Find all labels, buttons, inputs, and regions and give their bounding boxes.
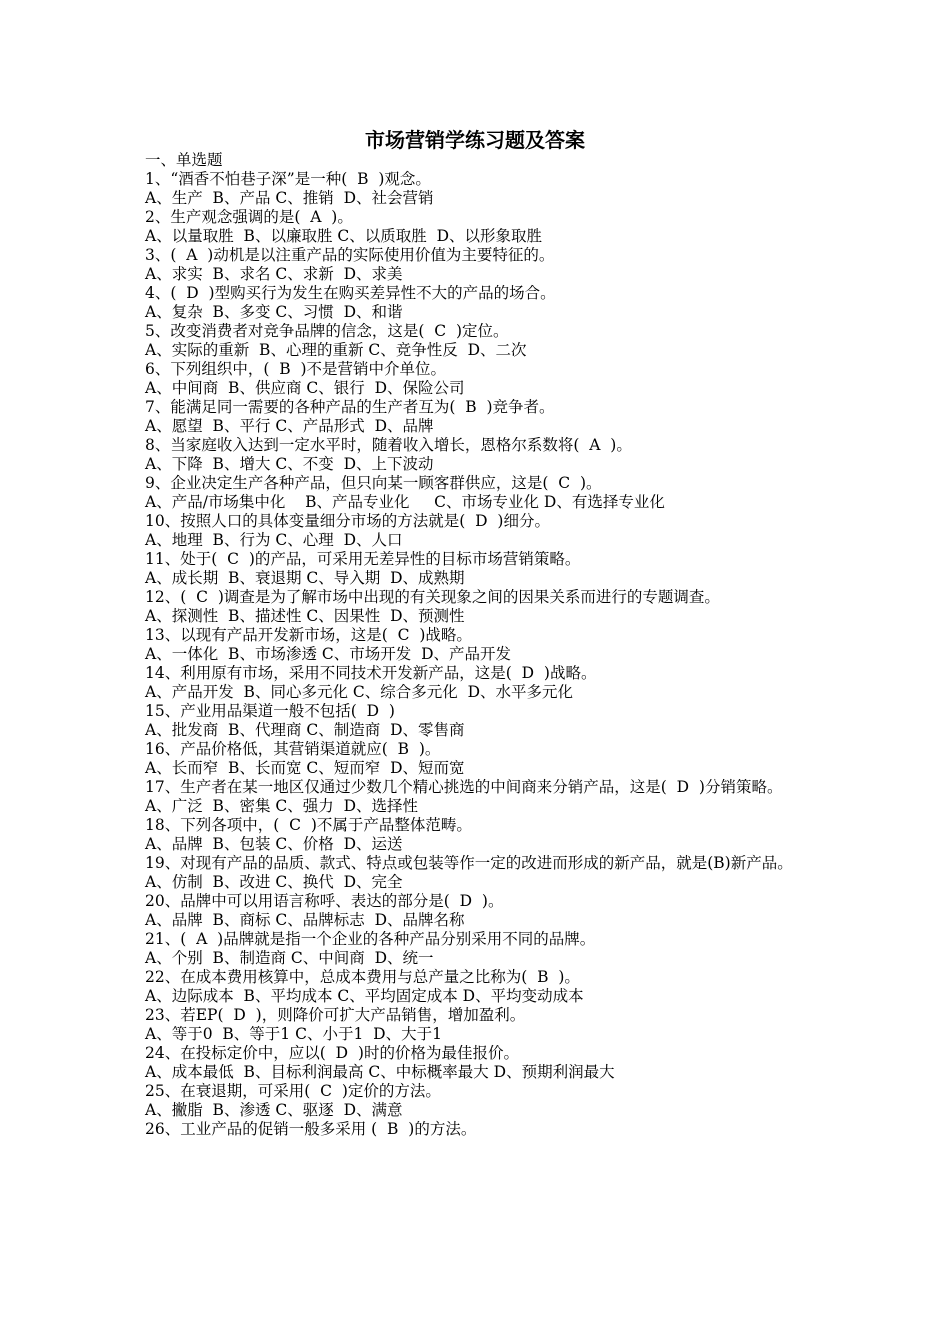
text-line: A、地理 B、行为 C、心理 D、人口 bbox=[145, 531, 403, 549]
text-line: A、愿望 B、平行 C、产品形式 D、品牌 bbox=[145, 417, 434, 435]
text-line: 18、下列各项中，( C )不属于产品整体范畴。 bbox=[145, 816, 472, 834]
text-line: 23、若EP( D )，则降价可扩大产品销售，增加盈利。 bbox=[145, 1006, 526, 1024]
text-line: A、仿制 B、改进 C、换代 D、完全 bbox=[145, 873, 403, 891]
text-line: A、广泛 B、密集 C、强力 D、选择性 bbox=[145, 797, 419, 815]
text-line: 6、下列组织中，( B )不是营销中介单位。 bbox=[145, 360, 447, 378]
text-line: 4、( D )型购买行为发生在购买差异性不大的产品的场合。 bbox=[145, 284, 556, 302]
text-line: 25、在衰退期，可采用( C )定价的方法。 bbox=[145, 1082, 441, 1100]
text-line: A、以量取胜 B、以廉取胜 C、以质取胜 D、以形象取胜 bbox=[145, 227, 543, 245]
text-line: A、求实 B、求名 C、求新 D、求美 bbox=[145, 265, 403, 283]
text-line: 10、按照人口的具体变量细分市场的方法就是( D )细分。 bbox=[145, 512, 550, 530]
text-line: A、一体化 B、市场渗透 C、市场开发 D、产品开发 bbox=[145, 645, 512, 663]
text-line: A、成本最低 B、目标利润最高 C、中标概率最大 D、预期利润最大 bbox=[145, 1063, 615, 1081]
text-line: 15、产业用品渠道一般不包括( D ) bbox=[145, 702, 395, 720]
text-line: 24、在投标定价中，应以( D )时的价格为最佳报价。 bbox=[145, 1044, 519, 1062]
text-line: A、产品开发 B、同心多元化 C、综合多元化 D、水平多元化 bbox=[145, 683, 574, 701]
text-line: 2、生产观念强调的是( A )。 bbox=[145, 208, 353, 226]
text-line: A、品牌 B、商标 C、品牌标志 D、品牌名称 bbox=[145, 911, 465, 929]
text-line: 26、工业产品的促销一般多采用 ( B )的方法。 bbox=[145, 1120, 477, 1138]
text-line: 9、企业决定生产各种产品，但只向某一顾客群供应，这是( C )。 bbox=[145, 474, 602, 492]
text-line: 一、单选题 bbox=[145, 151, 223, 169]
text-line: A、实际的重新 B、心理的重新 C、竞争性反 D、二次 bbox=[145, 341, 527, 359]
text-line: A、个别 B、制造商 C、中间商 D、统一 bbox=[145, 949, 434, 967]
text-line: 14、利用原有市场，采用不同技术开发新产品，这是( D )战略。 bbox=[145, 664, 597, 682]
text-line: 16、产品价格低，其营销渠道就应( B )。 bbox=[145, 740, 441, 758]
text-line: 19、对现有产品的品质、款式、特点或包装等作一定的改进而形成的新产品，就是(B)新产品。 bbox=[145, 854, 793, 872]
question-list bbox=[145, 151, 813, 1139]
text-line: A、等于0 B、等于1 C、小于1 D、大于1 bbox=[145, 1025, 442, 1043]
text-line: 5、改变消费者对竞争品牌的信念，这是( C )定位。 bbox=[145, 322, 509, 340]
text-line: 22、在成本费用核算中，总成本费用与总产量之比称为( B )。 bbox=[145, 968, 580, 986]
text-line: 12、( C )调查是为了解市场中出现的有关现象之间的因果关系而进行的专题调查。 bbox=[145, 588, 720, 606]
text-line: 17、生产者在某一地区仅通过少数几个精心挑选的中间商来分销产品，这是( D )分销策略。 bbox=[145, 778, 783, 796]
text-line: A、产品/市场集中化 B、产品专业化 C、市场专业化 D、有选择专业化 bbox=[145, 493, 665, 511]
text-line: A、探测性 B、描述性 C、因果性 D、预测性 bbox=[145, 607, 465, 625]
text-line: 21、( A )品牌就是指一个企业的各种产品分别采用不同的品牌。 bbox=[145, 930, 596, 948]
text-line: A、撇脂 B、渗透 C、驱逐 D、满意 bbox=[145, 1101, 403, 1119]
text-line: A、成长期 B、衰退期 C、导入期 D、成熟期 bbox=[145, 569, 465, 587]
text-line: A、生产 B、产品 C、推销 D、社会营销 bbox=[145, 189, 434, 207]
text-line: 13、以现有产品开发新市场，这是( C )战略。 bbox=[145, 626, 472, 644]
text-line: A、边际成本 B、平均成本 C、平均固定成本 D、平均变动成本 bbox=[145, 987, 584, 1005]
text-line: 11、处于( C )的产品，可采用无差异性的目标市场营销策略。 bbox=[145, 550, 581, 568]
text-line: A、下降 B、增大 C、不变 D、上下波动 bbox=[145, 455, 434, 473]
text-line: A、复杂 B、多变 C、习惯 D、和谐 bbox=[145, 303, 403, 321]
text-line: 7、能满足同一需要的各种产品的生产者互为( B )竞争者。 bbox=[145, 398, 555, 416]
text-line: A、批发商 B、代理商 C、制造商 D、零售商 bbox=[145, 721, 465, 739]
document-title: 市场营销学练习题及答案 bbox=[365, 128, 585, 152]
text-line: A、长而窄 B、长而宽 C、短而窄 D、短而宽 bbox=[145, 759, 465, 777]
text-line: A、品牌 B、包装 C、价格 D、运送 bbox=[145, 835, 403, 853]
text-line: 8、当家庭收入达到一定水平时，随着收入增长，恩格尔系数将( A )。 bbox=[145, 436, 632, 454]
text-line: 20、品牌中可以用语言称呼、表达的部分是( D )。 bbox=[145, 892, 504, 910]
text-line: 1、“酒香不怕巷子深”是一种( B )观念。 bbox=[145, 170, 431, 188]
text-line: 3、( A )动机是以注重产品的实际使用价值为主要特征的。 bbox=[145, 246, 555, 264]
text-line: A、中间商 B、供应商 C、银行 D、保险公司 bbox=[145, 379, 465, 397]
